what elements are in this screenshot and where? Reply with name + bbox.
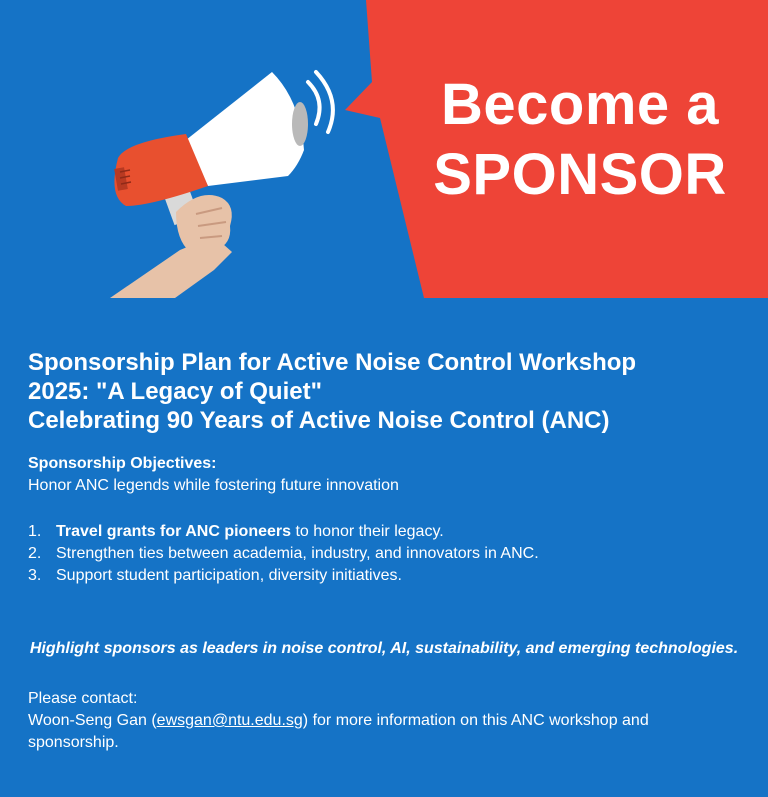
heading-line1: Become a (440, 72, 720, 137)
highlight-text: Highlight sponsors as leaders in noise control, AI, sustainability, and emerging technologies. (29, 640, 739, 657)
list-number: 2. (28, 545, 42, 562)
objectives-subtitle: Honor ANC legends while fostering future innovation (28, 477, 399, 494)
list-number: 3. (28, 567, 42, 584)
contact-section (28, 688, 740, 754)
plan-title-line3: Celebrating 90 Years of Active Noise Control (ANC) (28, 407, 610, 434)
plan-title-line2: 2025: "A Legacy of Quiet" (28, 378, 322, 405)
plan-title (28, 348, 740, 435)
list-item-text: Support student participation, diversity initiatives. (56, 567, 402, 584)
plan-title-line1: Sponsorship Plan for Active Noise Control Workshop (28, 349, 637, 376)
list-number: 1. (28, 523, 42, 540)
contact-details (28, 710, 740, 754)
contact-rest: ) for more information on this ANC workshop and sponsorship. (28, 712, 649, 751)
objectives-heading: Sponsorship Objectives: (28, 455, 217, 472)
content (28, 348, 740, 754)
heading-line2: SPONSOR (433, 142, 727, 207)
list-item (28, 521, 740, 543)
hero-banner (0, 0, 768, 310)
list-item (28, 543, 740, 565)
list-item-text: to honor their legacy. (291, 523, 444, 540)
contact-name: Woon-Seng Gan ( (28, 712, 157, 729)
list-item-bold: Travel grants for ANC pioneers (56, 523, 292, 540)
list-item (28, 565, 740, 587)
email-link[interactable]: ewsgan@ntu.edu.sg (156, 712, 303, 729)
megaphone-horn (186, 72, 304, 186)
become-sponsor-heading (400, 70, 760, 210)
sound-wave-icon (308, 82, 320, 124)
list-item-text: Strengthen ties between academia, industry, and innovators in ANC. (56, 545, 539, 562)
objectives-list (28, 521, 740, 587)
objectives-section (28, 453, 740, 497)
contact-intro: Please contact: (28, 690, 138, 707)
